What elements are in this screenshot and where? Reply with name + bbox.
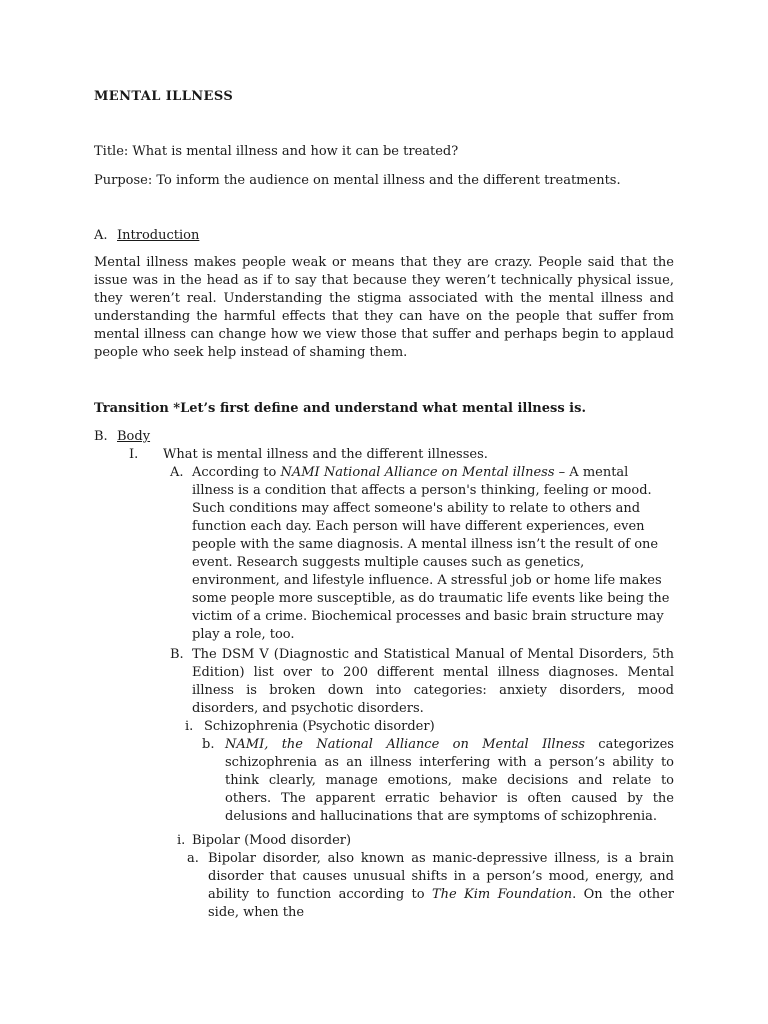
point-i-marker: I.	[129, 447, 139, 462]
bipolar-source: The Kim Foundation	[431, 887, 573, 902]
title-line: Title: What is mental illness and how it can be treated?	[94, 144, 459, 159]
bipolar-item-marker: a.	[187, 851, 199, 866]
point-i-text: What is mental illness and the different illnesses.	[163, 447, 488, 462]
section-b-label: Body	[117, 429, 151, 444]
schizo-label: Schizophrenia (Psychotic disorder)	[204, 719, 435, 734]
purpose-line: Purpose: To inform the audience on mental illness and the different treatments.	[94, 173, 621, 188]
sub-a-paragraph	[192, 464, 670, 644]
sub-b-paragraph: The DSM V (Diagnostic and Statistical Manual of Mental Disorders, 5th Edition) list over to 200 different mental illness diagnoses. Mental illness is broken down into categories: anxiety disorders, mood disorders, and psychotic disorders.	[192, 647, 674, 716]
section-b-marker: B.	[94, 429, 108, 444]
schizo-paragraph	[225, 736, 674, 826]
bipolar-label: Bipolar (Mood disorder)	[192, 833, 352, 848]
section-a-marker: A.	[94, 228, 108, 243]
schizo-text: categorizes schizophrenia as an illness interfering with a person’s ability to think clearly, manage emotions, make decisions and relate to others. The apparent erratic behavior is often caused by the delusions and hallucinations that are symptoms of schizophrenia.	[225, 737, 674, 824]
bipolar-marker: i.	[177, 833, 186, 848]
sub-b-marker: B.	[170, 647, 184, 662]
sub-a-marker: A.	[170, 465, 184, 480]
bipolar-paragraph	[208, 850, 674, 922]
intro-paragraph: Mental illness makes people weak or means that they are crazy. People said that the issue was in the head as if to say that because they weren’t technically physical issue, they weren’t real. Understanding the stigma associated with the mental illness and understanding the harmful effects that they can have on the people that suffer from mental illness can change how we view those that suffer and perhaps begin to applaud people who seek help instead of shaming them.	[94, 255, 674, 360]
bipolar-text: . On the other side, when the	[208, 887, 674, 920]
sub-a-text: – A mental illness is a condition that affects a person's thinking, feeling or mood. Such conditions may affect someone's ability to relate to others and function each day. Each person will have different experiences, even people with the same diagnosis. A mental illness isn’t the result of one event. Research suggests multiple causes such as genetics, environment, and lifestyle influence. A stressful job or home life makes some people more susceptible, as do traumatic life events like being the victim of a crime. Biochemical processes and basic brain structure may play a role, too.	[192, 465, 670, 642]
schizo-source: NAMI, the National Alliance on Mental Illness	[225, 737, 585, 752]
sub-a-source: NAMI National Alliance on Mental illness	[280, 465, 555, 480]
bipolar-lead: Bipolar disorder, also known as manic-depressive illness, is a brain disorder that causes unusual shifts in a person’s mood, energy, and ability to function according to	[208, 851, 674, 902]
section-a-label: Introduction	[117, 228, 200, 243]
transition-line: Transition *Let’s first define and understand what mental illness is.	[94, 401, 586, 416]
document-heading: MENTAL ILLNESS	[94, 89, 234, 104]
sub-a-lead: According to	[192, 465, 281, 480]
schizo-marker: i.	[185, 719, 194, 734]
schizo-item-marker: b.	[202, 737, 215, 752]
